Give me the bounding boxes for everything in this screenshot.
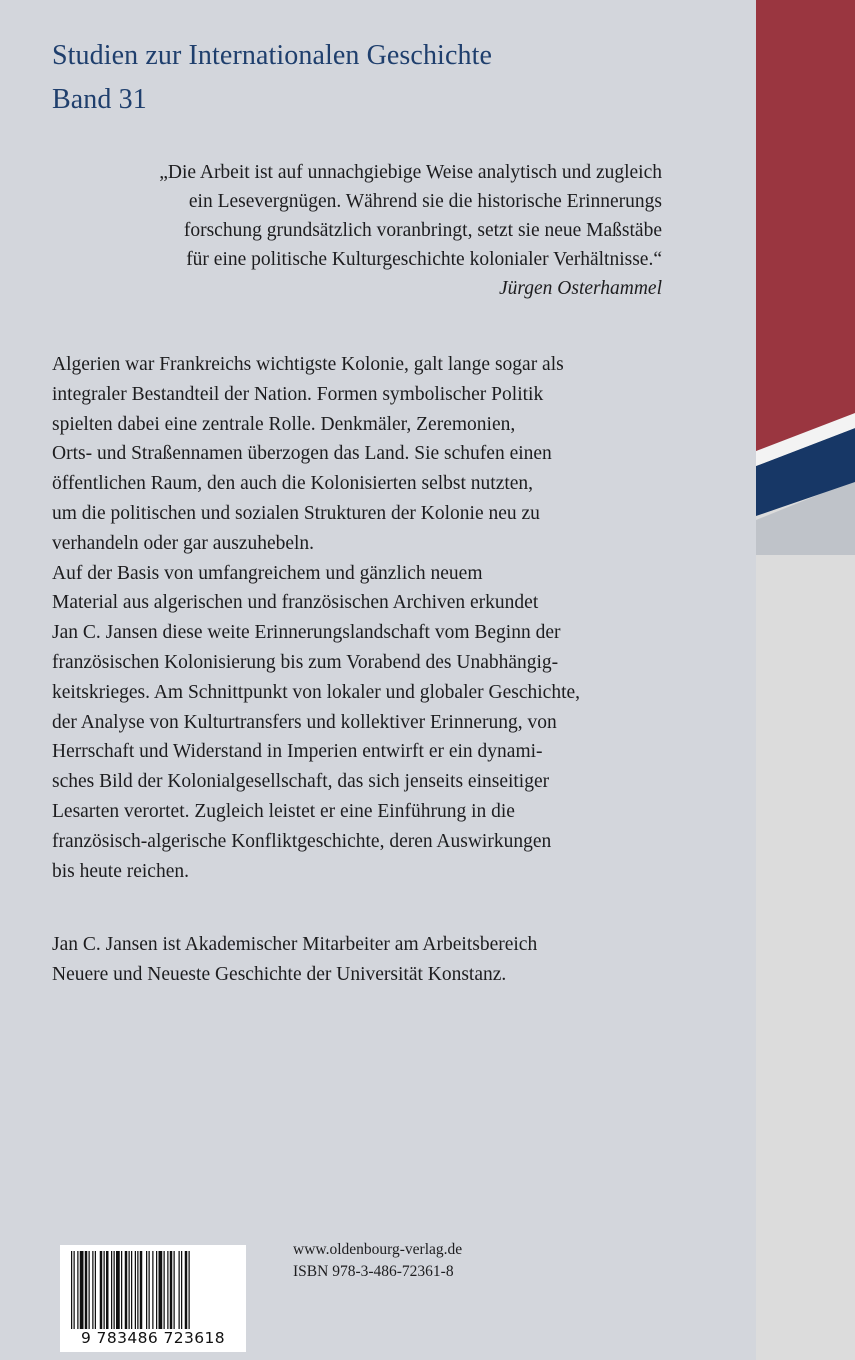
description-line: spielten dabei eine zentrale Rolle. Denkmäler, Zeremonien, xyxy=(52,413,516,435)
book-description xyxy=(52,350,702,886)
barcode-bar xyxy=(164,1251,165,1329)
barcode-bar xyxy=(181,1251,182,1329)
barcode-bars xyxy=(69,1251,237,1331)
publisher-info xyxy=(293,1239,462,1283)
spine-decoration xyxy=(756,0,855,1360)
series-name: Studien zur Internationalen Geschichte xyxy=(52,40,492,71)
barcode-bar xyxy=(80,1251,84,1329)
barcode-bar xyxy=(100,1251,103,1329)
description-line: verhandeln oder gar auszuhebeln. xyxy=(52,532,315,554)
barcode-bar xyxy=(170,1251,173,1329)
isbn-number: ISBN 978-3-486-72361-8 xyxy=(293,1263,454,1280)
quote-line: für eine politische Kulturgeschichte kolonialer Verhältnisse.“ xyxy=(186,249,662,270)
barcode-bar xyxy=(125,1251,128,1329)
description-line: Jan C. Jansen diese weite Erinnerungslandschaft vom Beginn der xyxy=(52,622,561,644)
barcode-bar xyxy=(137,1251,138,1329)
barcode-bar xyxy=(156,1251,157,1329)
quote-line: ein Lesevergnügen. Während sie die historische Erinnerungs xyxy=(188,191,662,212)
description-line: integraler Bestandteil der Nation. Formen symbolischer Politik xyxy=(52,383,544,405)
barcode-bar xyxy=(85,1251,88,1329)
barcode-bar xyxy=(152,1251,153,1329)
barcode-bar xyxy=(159,1251,163,1329)
series-title xyxy=(52,34,492,122)
spine-stripes xyxy=(756,0,855,1360)
barcode-bar xyxy=(146,1251,147,1329)
barcode-bar xyxy=(116,1251,120,1329)
publisher-website: www.oldenbourg-verlag.de xyxy=(293,1241,463,1258)
description-line: Orts- und Straßennamen überzogen das Land. Sie schufen einen xyxy=(52,443,552,465)
endorsement-quote xyxy=(52,158,662,303)
barcode-bar xyxy=(121,1251,122,1329)
barcode-bar xyxy=(89,1251,90,1329)
barcode-bar xyxy=(174,1251,175,1329)
barcode-bar xyxy=(106,1251,109,1329)
barcode-bar xyxy=(129,1251,130,1329)
author-bio xyxy=(52,930,702,990)
description-line: französischen Kolonisierung bis zum Vorabend des Unabhängig- xyxy=(52,651,559,673)
description-line: Algerien war Frankreichs wichtigste Kolonie, galt lange sogar als xyxy=(52,354,564,375)
barcode-bar xyxy=(111,1251,112,1329)
barcode-digits: 9 783486 723618 xyxy=(80,1329,226,1347)
author-bio-line: Jan C. Jansen ist Akademischer Mitarbeiter am Arbeitsbereich xyxy=(52,934,538,955)
isbn-barcode xyxy=(60,1245,246,1352)
quote-line: forschung grundsätzlich voranbringt, setzt sie neue Maßstäbe xyxy=(183,220,662,241)
barcode-bar xyxy=(77,1251,78,1329)
barcode-bar xyxy=(149,1251,150,1329)
author-bio-line: Neuere und Neueste Geschichte der Universität Konstanz. xyxy=(52,964,507,985)
description-line: Auf der Basis von umfangreichem und gänzlich neuem xyxy=(52,562,483,584)
barcode-bar xyxy=(114,1251,115,1329)
barcode-bar xyxy=(71,1251,72,1329)
description-line: der Analyse von Kulturtransfers und kollektiver Erinnerung, von xyxy=(52,711,557,733)
series-volume: Band 31 xyxy=(52,84,147,115)
barcode-bar xyxy=(135,1251,136,1329)
barcode-bar xyxy=(185,1251,188,1329)
description-line: Herrschaft und Widerstand in Imperien entwirft er ein dynami- xyxy=(52,741,543,763)
description-line: keitskrieges. Am Schnittpunkt von lokaler und globaler Geschichte, xyxy=(52,681,581,703)
barcode-bar xyxy=(167,1251,168,1329)
barcode-bar xyxy=(179,1251,180,1329)
barcode-bar xyxy=(140,1251,143,1329)
description-line: öffentlichen Raum, den auch die Kolonisierten selbst nutzten, xyxy=(52,473,534,495)
description-line: Material aus algerischen und französischen Archiven erkundet xyxy=(52,592,539,614)
spine-red-band xyxy=(756,0,855,451)
description-line: Lesarten verortet. Zugleich leistet er eine Einführung in die xyxy=(52,800,515,822)
description-line: französisch-algerische Konfliktgeschichte, deren Auswirkungen xyxy=(52,830,552,852)
description-line: um die politischen und sozialen Strukturen der Kolonie neu zu xyxy=(52,502,540,524)
quote-line: „Die Arbeit ist auf unnachgiebige Weise analytisch und zugleich xyxy=(159,162,662,183)
description-line: bis heute reichen. xyxy=(52,860,189,882)
barcode-bar xyxy=(104,1251,105,1329)
barcode-bar xyxy=(189,1251,190,1329)
barcode-bar xyxy=(95,1251,96,1329)
quote-author: Jürgen Osterhammel xyxy=(498,278,662,299)
description-line: sches Bild der Kolonialgesellschaft, das sich jenseits einseitiger xyxy=(52,771,550,793)
barcode-bar xyxy=(131,1251,132,1329)
barcode-bar xyxy=(74,1251,75,1329)
barcode-bar xyxy=(92,1251,93,1329)
